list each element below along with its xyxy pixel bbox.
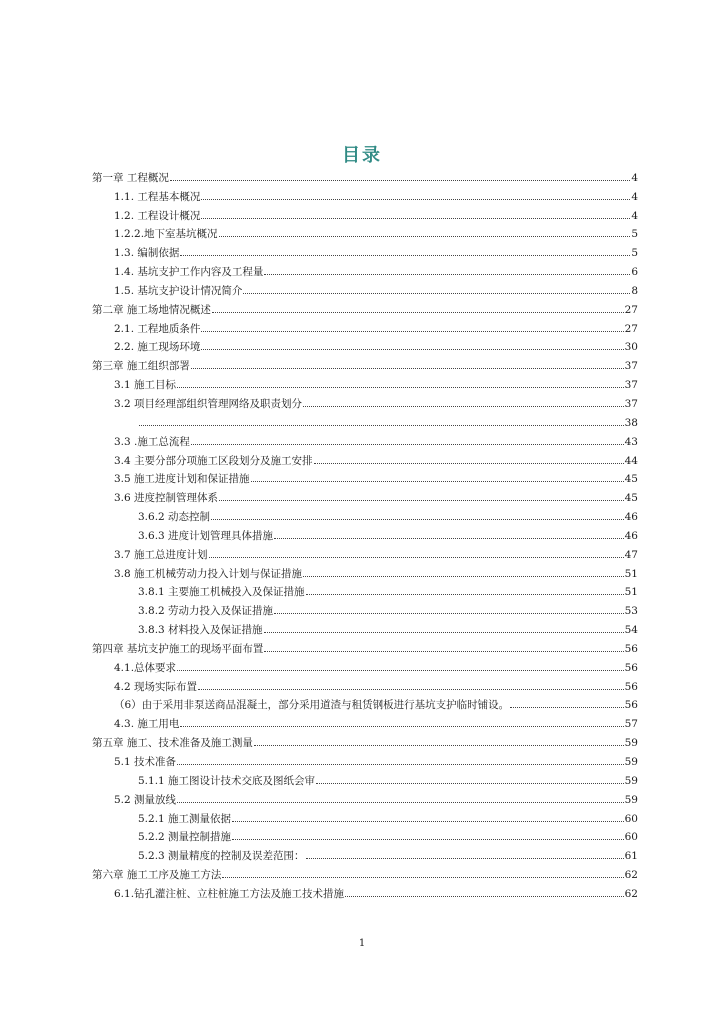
toc-entry[interactable]: [92, 768, 638, 787]
toc-entry-title: 1.4. 基坑支护工作内容及工程量: [114, 266, 264, 279]
toc-leader-dots: [219, 500, 624, 501]
toc-entry[interactable]: [92, 674, 638, 693]
toc-entry-title: 6.1.钻孔灌注桩、立柱桩施工方法及施工技术措施: [114, 887, 345, 900]
toc-entry[interactable]: [92, 561, 638, 580]
toc-entry-page: 56: [624, 642, 638, 655]
toc-entry-page: 30: [624, 341, 638, 354]
toc-entry-title: 3.6 进度控制管理体系: [114, 492, 219, 505]
toc-entry-page: 44: [624, 454, 638, 467]
toc-entry-title: 3.8.2 劳动力投入及保证措施: [138, 605, 274, 618]
toc-entry-title: 3.8 施工机械劳动力投入计划与保证措施: [114, 567, 303, 580]
toc-leader-dots: [274, 613, 624, 614]
toc-entry-page: 6: [631, 266, 638, 279]
toc-entry-title: 1.2.2.地下室基坑概况: [114, 228, 218, 241]
toc-entry-page: 51: [624, 586, 638, 599]
toc-entry[interactable]: [92, 316, 638, 335]
toc-leader-dots: [212, 312, 624, 313]
toc-entry-page: 57: [624, 718, 638, 731]
toc-entry[interactable]: [92, 240, 638, 259]
toc-leader-dots: [170, 180, 630, 181]
toc-entry-title: 第三章 施工组织部署: [92, 360, 190, 373]
toc-entry-title: 第五章 施工、技术准备及施工测量: [92, 737, 253, 750]
toc-entry-title: 3.2 项目经理部组织管理网络及职责划分: [114, 397, 303, 410]
toc-title: 目录: [342, 145, 382, 166]
toc-leader-dots: [191, 444, 624, 445]
toc-leader-dots: [177, 764, 624, 765]
toc-leader-dots: [264, 632, 624, 633]
toc-leader-dots: [211, 519, 624, 520]
toc-leader-dots: [314, 463, 624, 464]
toc-entry[interactable]: [92, 448, 638, 467]
toc-entry[interactable]: [92, 353, 638, 372]
toc-leader-dots: [180, 726, 623, 727]
toc-leader-dots: [209, 557, 624, 558]
toc-entry-title: 3.3 .施工总流程: [114, 435, 190, 448]
toc-entry[interactable]: [92, 335, 638, 354]
toc-leader-dots: [139, 425, 624, 426]
toc-entry[interactable]: [92, 259, 638, 278]
toc-leader-dots: [198, 689, 624, 690]
toc-entry-title: 5.1.1 施工图设计技术交底及图纸会审: [138, 774, 316, 787]
toc-entry-page: 46: [624, 529, 638, 542]
toc-entry[interactable]: [92, 467, 638, 486]
toc-entry-page: 45: [624, 473, 638, 486]
toc-entry-page: 47: [624, 548, 638, 561]
toc-entry[interactable]: [92, 410, 638, 429]
toc-entry[interactable]: [92, 598, 638, 617]
toc-entry-title: 1.1. 工程基本概况: [114, 190, 201, 203]
toc-leader-dots: [345, 896, 624, 897]
toc-leader-dots: [177, 387, 624, 388]
toc-leader-dots: [177, 802, 624, 803]
toc-list: [92, 165, 638, 900]
toc-entry-title: 5.2.1 施工测量依据: [138, 812, 232, 825]
toc-entry-page: 59: [624, 774, 638, 787]
toc-entry[interactable]: [92, 429, 638, 448]
toc-entry-title: 1.2. 工程设计概况: [114, 209, 201, 222]
toc-entry[interactable]: [92, 504, 638, 523]
toc-entry[interactable]: [92, 391, 638, 410]
toc-entry[interactable]: [92, 636, 638, 655]
toc-leader-dots: [303, 576, 624, 577]
toc-entry-title: 3.6.2 动态控制: [138, 511, 211, 524]
toc-leader-dots: [177, 670, 624, 671]
toc-entry-page: 60: [624, 812, 638, 825]
toc-entry[interactable]: [92, 749, 638, 768]
toc-entry[interactable]: [92, 881, 638, 900]
toc-entry[interactable]: [92, 372, 638, 391]
toc-leader-dots: [264, 274, 630, 275]
toc-leader-dots: [306, 594, 624, 595]
toc-entry-page: 59: [624, 737, 638, 750]
toc-entry-page: 27: [624, 322, 638, 335]
toc-entry[interactable]: [92, 787, 638, 806]
toc-entry[interactable]: [92, 617, 638, 636]
toc-leader-dots: [201, 199, 630, 200]
toc-entry-title: 5.2 测量放线: [114, 793, 177, 806]
toc-entry-title: 3.6.3 进度计划管理具体措施: [138, 529, 274, 542]
toc-entry-title: 5.2.2 测量控制措施: [138, 831, 232, 844]
toc-entry-title: 第四章 基坑支护施工的现场平面布置: [92, 642, 264, 655]
toc-entry-title: 5.1 技术准备: [114, 756, 177, 768]
toc-entry-page: 62: [624, 869, 638, 882]
toc-entry-title: 3.8.1 主要施工机械投入及保证措施: [138, 586, 305, 599]
toc-entry-page: 4: [631, 190, 638, 203]
toc-entry-page: 59: [624, 756, 638, 768]
toc-entry-title: 第六章 施工工序及施工方法: [92, 869, 222, 882]
toc-entry-page: 54: [624, 624, 638, 637]
toc-entry-page: 61: [624, 850, 638, 863]
toc-entry-page: 37: [624, 360, 638, 373]
toc-entry-page: 62: [624, 887, 638, 900]
toc-entry-page: 27: [624, 303, 638, 316]
toc-entry-title: 1.3. 编制依据: [114, 247, 180, 260]
toc-entry[interactable]: [92, 165, 638, 184]
toc-entry-page: 46: [624, 511, 638, 524]
toc-entry-page: 43: [624, 435, 638, 448]
toc-leader-dots: [232, 821, 624, 822]
toc-entry-page: 56: [624, 680, 638, 693]
toc-entry[interactable]: [92, 693, 638, 712]
toc-leader-dots: [243, 293, 630, 294]
toc-entry-title: 4.1.总体要求: [114, 661, 177, 674]
toc-entry[interactable]: [92, 843, 638, 862]
toc-leader-dots: [510, 707, 623, 708]
toc-leader-dots: [303, 406, 624, 407]
toc-entry-page: 60: [624, 831, 638, 844]
toc-entry-title: 3.1 施工目标: [114, 379, 177, 392]
toc-entry-page: 59: [624, 793, 638, 806]
toc-entry[interactable]: [92, 825, 638, 844]
toc-entry-title: 3.5 施工进度计划和保证措施: [114, 473, 250, 486]
toc-entry[interactable]: [92, 222, 638, 241]
toc-entry-title: 5.2.3 测量精度的控制及误差范围：: [138, 850, 305, 863]
toc-entry-page: 45: [624, 492, 638, 505]
toc-leader-dots: [191, 368, 624, 369]
page-number: 1: [358, 938, 366, 949]
toc-entry-page: 4: [631, 171, 638, 184]
toc-leader-dots: [274, 538, 624, 539]
toc-entry[interactable]: [92, 711, 638, 730]
toc-leader-dots: [264, 651, 623, 652]
toc-entry[interactable]: [92, 203, 638, 222]
toc-entry-page: 38: [624, 416, 638, 429]
toc-entry-title: 第一章 工程概况: [92, 171, 169, 184]
toc-leader-dots: [201, 218, 630, 219]
toc-entry-page: 53: [624, 605, 638, 618]
toc-leader-dots: [251, 481, 624, 482]
toc-entry-title: 第二章 施工场地情况概述: [92, 303, 211, 316]
toc-entry[interactable]: [92, 542, 638, 561]
toc-leader-dots: [201, 331, 623, 332]
toc-leader-dots: [219, 236, 631, 237]
toc-entry-page: 8: [631, 284, 638, 297]
toc-entry-title: 3.7 施工总进度计划: [114, 548, 208, 561]
toc-entry[interactable]: [92, 184, 638, 203]
toc-leader-dots: [254, 745, 624, 746]
toc-entry-page: 5: [631, 228, 638, 241]
toc-leader-dots: [201, 349, 623, 350]
toc-entry-title: （6）由于采用非泵送商品混凝土，部分采用道渣与租赁钢板进行基坑支护临时铺设。: [114, 699, 510, 712]
toc-entry[interactable]: [92, 580, 638, 599]
toc-entry[interactable]: [92, 806, 638, 825]
toc-entry[interactable]: [92, 655, 638, 674]
toc-entry-page: 56: [624, 661, 638, 674]
toc-leader-dots: [222, 877, 623, 878]
toc-entry[interactable]: [92, 862, 638, 881]
toc-entry-title: 2.2. 施工现场环境: [114, 341, 201, 354]
toc-entry-page: 5: [631, 247, 638, 260]
toc-leader-dots: [316, 783, 624, 784]
toc-entry-page: 56: [624, 699, 638, 712]
toc-entry[interactable]: [92, 485, 638, 504]
toc-entry[interactable]: [92, 730, 638, 749]
toc-entry-title: 3.4 主要分部分项施工区段划分及施工安排: [114, 454, 313, 467]
toc-entry-title: 1.5. 基坑支护设计情况简介: [114, 284, 243, 297]
toc-leader-dots: [306, 858, 624, 859]
toc-entry-page: 37: [624, 379, 638, 392]
toc-entry-title: 2.1. 工程地质条件: [114, 322, 201, 335]
toc-entry-page: 4: [631, 209, 638, 222]
toc-entry-title: 3.8.3 材料投入及保证措施: [138, 624, 263, 637]
toc-leader-dots: [232, 839, 624, 840]
toc-entry-title: 4.2 现场实际布置: [114, 680, 198, 693]
toc-entry[interactable]: [92, 297, 638, 316]
toc-entry-page: 37: [624, 397, 638, 410]
toc-entry[interactable]: [92, 523, 638, 542]
toc-leader-dots: [180, 255, 630, 256]
toc-entry-title: 4.3. 施工用电: [114, 718, 180, 731]
toc-entry[interactable]: [92, 278, 638, 297]
toc-entry-page: 51: [624, 567, 638, 580]
